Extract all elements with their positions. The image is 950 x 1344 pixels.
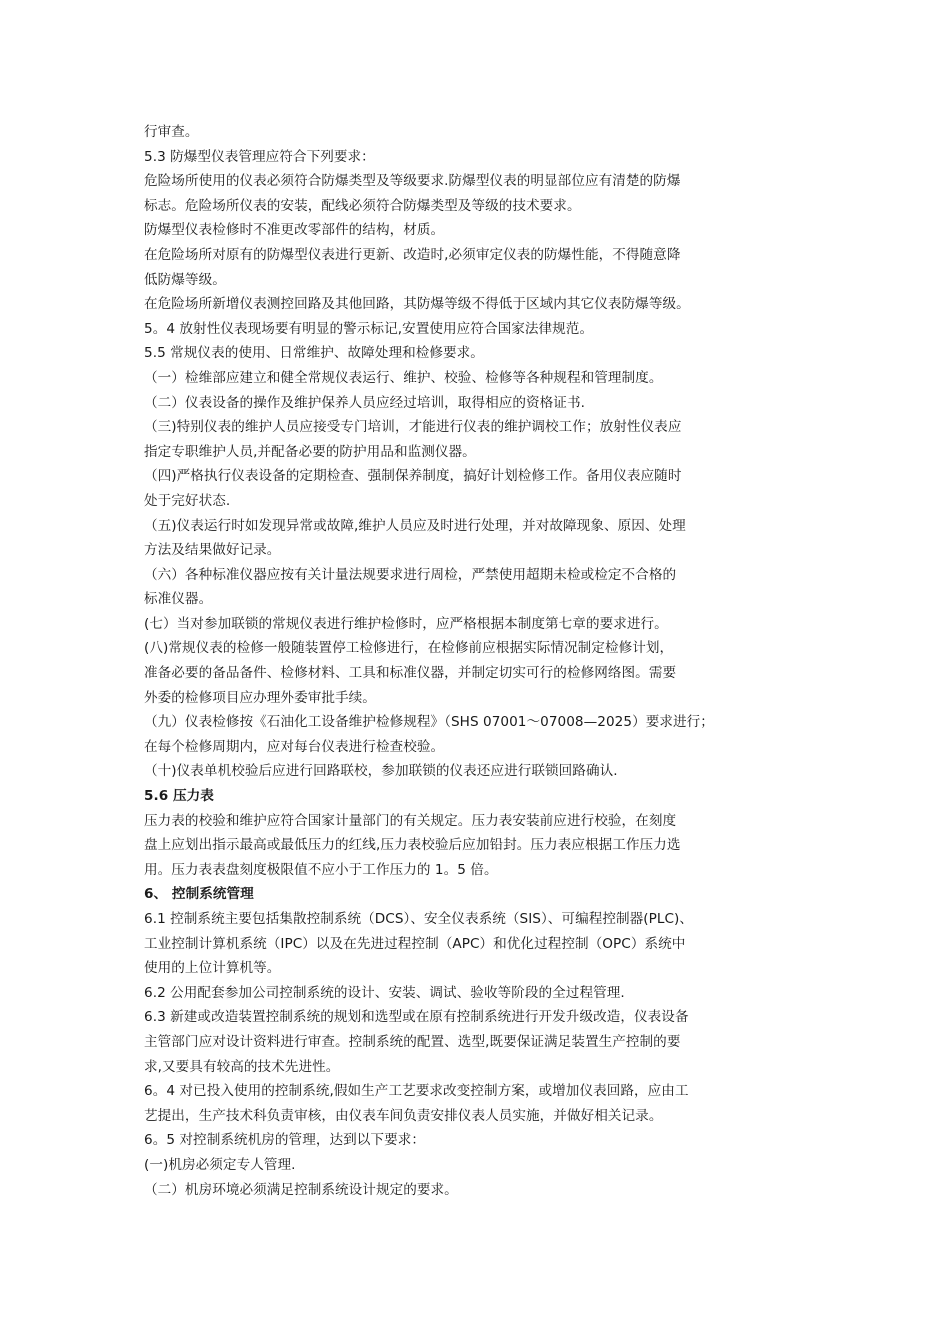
text-line: （四)严格执行仪表设备的定期检查、强制保养制度，搞好计划检修工作。备用仪表应随时 [144, 468, 682, 485]
text-line: 5.3 防爆型仪表管理应符合下列要求： [144, 148, 375, 165]
text-line: (一)机房必须定专人管理. [144, 1156, 296, 1173]
text-line: 准备必要的备品备件、检修材料、工具和标准仪器，并制定切实可行的检修网络图。需要 [144, 665, 677, 682]
text-line: 6.2 公用配套参加公司控制系统的设计、安装、调试、验收等阶段的全过程管理. [144, 984, 625, 1001]
text-line: 主管部门应对设计资料进行审查。控制系统的配置、选型,既要保证满足装置生产控制的要 [144, 1033, 681, 1050]
text-line: 指定专职维护人员,并配备必要的防护用品和监测仪器。 [144, 443, 476, 460]
section-heading: 5.6 压力表 [144, 788, 214, 805]
text-line: 求,又要具有较高的技术先进性。 [144, 1058, 340, 1075]
text-line: (八)常规仪表的检修一般随装置停工检修进行，在检修前应根据实际情况制定检修计划， [144, 640, 674, 657]
text-line: 方法及结果做好记录。 [144, 542, 281, 559]
text-line: （十)仪表单机校验后应进行回路联校，参加联锁的仪表还应进行联锁回路确认. [144, 763, 618, 780]
text-line: 5。4 放射性仪表现场要有明显的警示标记,安置使用应符合国家法律规范。 [144, 320, 594, 337]
text-line: 在每个检修周期内，应对每台仪表进行检查校验。 [144, 738, 445, 755]
text-line: 压力表的校验和维护应符合国家计量部门的有关规定。压力表安装前应进行校验，在刻度 [144, 812, 677, 829]
text-line: 工业控制计算机系统（IPC）以及在先进过程控制（APC）和优化过程控制（OPC）系统中 [144, 935, 686, 952]
text-line: 盘上应划出指示最高或最低压力的红线,压力表校验后应加铅封。压力表应根据工作压力选 [144, 837, 681, 854]
text-line: 6.1 控制系统主要包括集散控制系统（DCS）、安全仪表系统（SIS）、可编程控制器(PLC)、 [144, 911, 694, 927]
text-line: 6。5 对控制系统机房的管理，达到以下要求： [144, 1132, 425, 1149]
text-line: （九）仪表检修按《石油化工设备维护检修规程》（SHS 07001～07008—2025）要求进行； [144, 714, 714, 731]
text-line: 标准仪器。 [144, 591, 213, 608]
text-line: 外委的检修项目应办理外委审批手续。 [144, 689, 376, 706]
text-line: （三)特别仪表的维护人员应接受专门培训，才能进行仪表的维护调校工作；放射性仪表应 [144, 419, 682, 436]
text-line: 处于完好状态. [144, 492, 231, 509]
text-line: (七）当对参加联锁的常规仪表进行维护检修时，应严格根据本制度第七章的要求进行。 [144, 615, 668, 632]
text-line: （一）检维部应建立和健全常规仪表运行、维护、校验、检修等各种规程和管理制度。 [144, 369, 663, 386]
text-line: 危险场所使用的仪表必须符合防爆类型及等级要求.防爆型仪表的明显部位应有清楚的防爆 [144, 173, 681, 190]
text-line: 防爆型仪表检修时不准更改零部件的结构，材质。 [144, 222, 445, 239]
text-line: 艺提出，生产技术科负责审核，由仪表车间负责安排仪表人员实施，并做好相关记录。 [144, 1107, 663, 1124]
text-line: 6.3 新建或改造装置控制系统的规划和选型或在原有控制系统进行开发升级改造，仪表设备 [144, 1009, 689, 1026]
text-line: （二）机房环境必须满足控制系统设计规定的要求。 [144, 1181, 458, 1198]
text-line: 标志。危险场所仪表的安装，配线必须符合防爆类型及等级的技术要求。 [144, 197, 581, 214]
text-line: 在危险场所对原有的防爆型仪表进行更新、改造时,必须审定仪表的防爆性能，不得随意降 [144, 246, 681, 263]
text-line: （六）各种标准仪器应按有关计量法规要求进行周检，严禁使用超期未检或检定不合格的 [144, 566, 677, 583]
text-line: 5.5 常规仪表的使用、日常维护、故障处理和检修要求。 [144, 345, 484, 362]
text-line: （二）仪表设备的操作及维护保养人员应经过培训，取得相应的资格证书. [144, 394, 585, 411]
section-heading: 6、 控制系统管理 [144, 886, 254, 903]
text-line: 6。4 对已投入使用的控制系统,假如生产工艺要求改变控制方案，或增加仪表回路，应由工 [144, 1083, 689, 1100]
text-line: 在危险场所新增仪表测控回路及其他回路，其防爆等级不得低于区域内其它仪表防爆等级。 [144, 296, 690, 313]
text-line: 用。压力表表盘刻度极限值不应小于工作压力的 1。5 倍。 [144, 861, 498, 878]
text-line: 使用的上位计算机等。 [144, 960, 281, 977]
document-page [144, 120, 814, 1202]
text-line: 行审查。 [144, 124, 199, 140]
text-line: （五)仪表运行时如发现异常或故障,维护人员应及时进行处理，并对故障现象、原因、处理 [144, 517, 686, 534]
text-line: 低防爆等级。 [144, 271, 226, 288]
